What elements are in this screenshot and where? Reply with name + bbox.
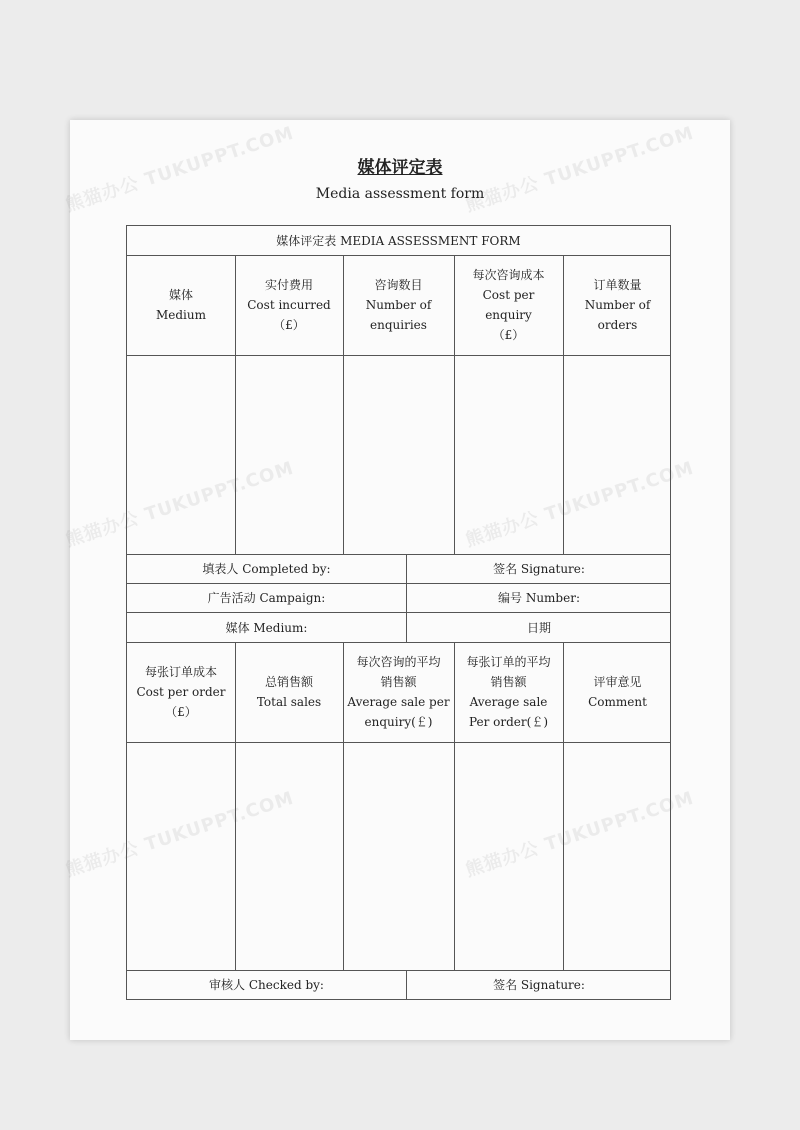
medium-field[interactable]: 媒体 Medium: bbox=[225, 620, 308, 635]
form-header: 媒体评定表 MEDIA ASSESSMENT FORM bbox=[276, 233, 521, 248]
input-cell-number-of-orders[interactable] bbox=[563, 355, 672, 554]
assessment-form-table bbox=[126, 225, 671, 1000]
column-header-comment: 评审意见 Comment bbox=[588, 675, 647, 709]
signature-field[interactable]: 签名 Signature: bbox=[493, 562, 585, 576]
column-header-number-of-enquiries: 咨询数目 Number of enquiries bbox=[365, 278, 432, 332]
column-header-number-of-orders: 订单数量 Number of orders bbox=[584, 278, 651, 332]
input-cell-number-of-enquiries[interactable] bbox=[343, 355, 454, 554]
checked-by-field[interactable]: 审核人 Checked by: bbox=[209, 978, 324, 992]
completed-by-field[interactable]: 填表人 Completed by: bbox=[202, 562, 331, 576]
signature-field-2[interactable]: 签名 Signature: bbox=[493, 978, 585, 992]
number-field[interactable]: 编号 Number: bbox=[498, 591, 580, 605]
column-header-total-sales: 总销售额 Total sales bbox=[256, 675, 322, 709]
column-header-cost-per-enquiry: 每次咨询成本 Cost per enquiry （£） bbox=[472, 268, 545, 342]
column-header-cost-incurred: 实付费用 Cost incurred （£） bbox=[247, 278, 331, 332]
date-field[interactable]: 日期 bbox=[526, 620, 551, 635]
page-title: 媒体评定表 bbox=[357, 158, 443, 178]
column-header-average-sale-per-enquiry: 每次咨询的平均 销售额 Average sale per enquiry(￡) bbox=[347, 655, 450, 729]
input-cell-comment[interactable] bbox=[563, 743, 672, 970]
column-header-cost-per-order: 每张订单成本 Cost per order （£） bbox=[136, 665, 226, 719]
input-cell-cost-incurred[interactable] bbox=[235, 355, 343, 554]
input-cell-cost-per-order[interactable] bbox=[127, 743, 235, 970]
input-cell-average-sale-per-enquiry[interactable] bbox=[343, 743, 454, 970]
input-cell-medium[interactable] bbox=[127, 355, 235, 554]
page-subtitle: Media assessment form bbox=[315, 186, 485, 202]
input-cell-total-sales[interactable] bbox=[235, 743, 343, 970]
column-header-average-sale-per-order: 每张订单的平均 销售额 Average sale Per order(￡) bbox=[466, 655, 551, 729]
input-cell-cost-per-enquiry[interactable] bbox=[454, 355, 563, 554]
input-cell-average-sale-per-order[interactable] bbox=[454, 743, 563, 970]
column-header-medium: 媒体 Medium bbox=[155, 288, 206, 322]
campaign-field[interactable]: 广告活动 Campaign: bbox=[207, 591, 326, 605]
